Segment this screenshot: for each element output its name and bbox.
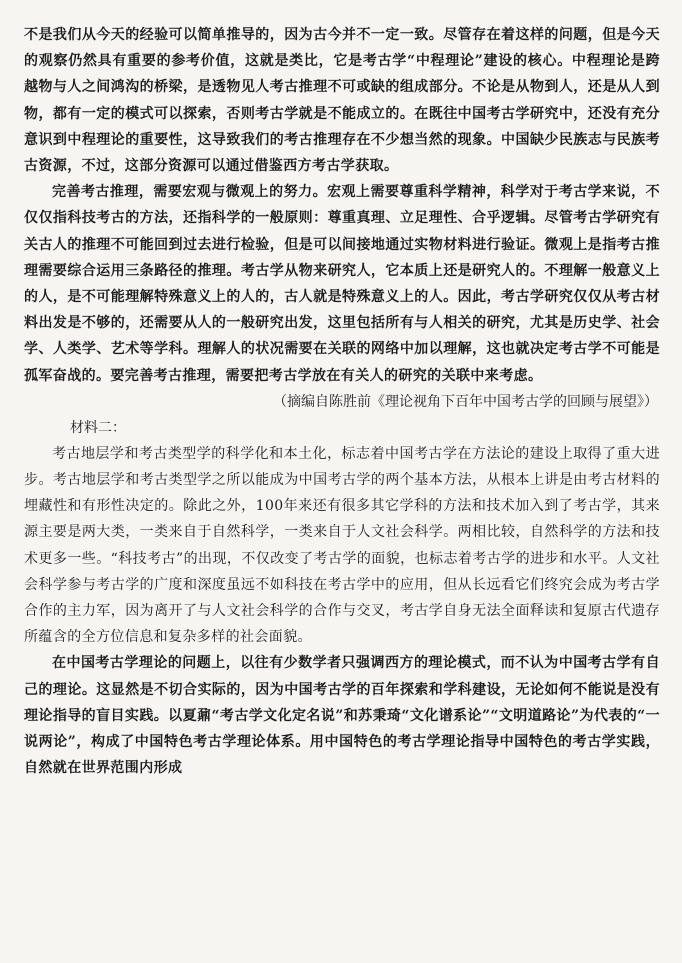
page-bottom-edge: [0, 955, 682, 963]
material1-source-citation: （摘编自陈胜前《理论视角下百年中国考古学的回顾与展望》）: [273, 393, 658, 410]
material2-paragraph-1: 考古地层学和考古类型学的科学化和本土化，标志着中国考古学在方法论的建设上取得了重大进步。考古地层学和考古类型学之所以能成为中国考古学的两个基本方法，从根本上讲是由考古材料的埋藏性和有形性决定的。除此之外，100年来还有很多其它学科的方法和技术加入到了考古学，其来源主要是两大类，一类来自于自然科学，一类来自于人文社会科学。两相比较，自然科学的方法和技术更多一些。“科技考古”的出现，不仅改变了考古学的面貌，也标志着考古学的进步和水平。人文社会科学参与考古学的广度和深度虽远不如科技在考古学中的应用，但从长远看它们终究会成为考古学合作的主力军，因为离开了与人文社会科学的合作与交叉，考古学自身无法全面释读和复原古代遗存所蕴含的全方位信息和复杂多样的社会面貌。: [24, 445, 660, 646]
material2-heading: 材料二：: [70, 419, 126, 436]
material1-paragraph-2: 完善考古推理，需要宏观与微观上的努力。宏观上需要尊重科学精神，科学对于考古学来说，不仅仅指科技考古的方法，还指科学的一般原则：尊重真理、立足理性、合乎逻辑。尽管考古学研究有关古人的推理不可能回到过去进行检验，但是可以间接地通过实物材料进行验证。微观上是指考古推理需要综合运用三条路径的推理。考古学从物来研究人，它本质上还是研究人的。不理解一般意义上的人，是不可能理解特殊意义上的人的，古人就是特殊意义上的人。因此，考古学研究仅仅从考古材料出发是不够的，还需要从人的一般研究出发，这里包括所有与人相关的研究，尤其是历史学、社会学、人类学、艺术等学科。理解人的状况需要在关联的网络中加以理解，这也就决定考古学不可能是孤军奋战的。要完善考古推理，需要把考古学放在有关人的研究的关联中来考虑。: [24, 184, 660, 384]
material2-paragraph-2: 在中国考古学理论的问题上，以往有少数学者只强调西方的理论模式，而不认为中国考古学有自己的理论。这显然是不切合实际的，因为中国考古学的百年探索和学科建设，无论如何不能说是没有理论指导的盲目实践。以夏鼐“考古学文化定名说”和苏秉琦“文化谱系论”“文明道路论”为代表的“一说两论”，构成了中国特色考古学理论体系。用中国特色的考古学理论指导中国特色的考古学实践，自然就在世界范围内形成: [24, 655, 660, 777]
material1-paragraph-1: 不是我们从今天的经验可以简单推导的，因为古今并不一定一致。尽管存在着这样的问题，但是今天的观察仍然具有重要的参考价值，这就是类比，它是考古学“中程理论”建设的核心。中程理论是跨越物与人之间鸿沟的桥梁，是透物见人考古推理不可或缺的组成部分。不论是从物到人，还是从人到物，都有一定的模式可以探索，否则考古学就是不能成立的。在既往中国考古学研究中，还没有充分意识到中程理论的重要性，这导致我们的考古推理存在不少想当然的现象。中国缺少民族志与民族考古资源，不过，这部分资源可以通过借鉴西方考古学获取。: [24, 27, 660, 175]
